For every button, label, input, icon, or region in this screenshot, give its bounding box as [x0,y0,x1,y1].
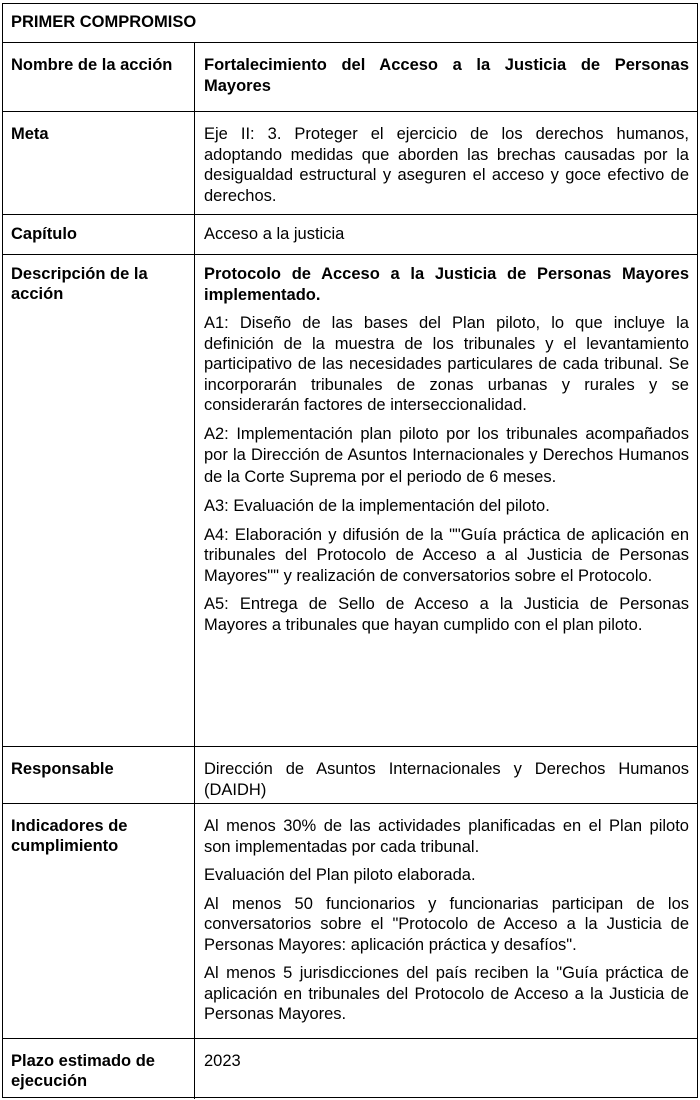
table-header: PRIMER COMPROMISO [11,13,197,31]
indicador-item: Al menos 50 funcionarios y funcionarias participan de los conversatorios sobre el "Protocolo de Acceso a la Justicia de Personas Mayores: aplicación práctica y desafíos". [204,894,689,954]
row-plazo [3,1038,697,1099]
descripcion-item-a1: A1: Diseño de las bases del Plan piloto, lo que incluye la definición de la muestra de los tribunales y el levantamiento participativo de las necesidades particulares de cada tribunal. Se incorporarán tribunales de zonas urbanas y rurales y se considerarán factores de interseccionalidad. [204,314,689,414]
nombre-value: Fortalecimiento del Acceso a la Justicia de Personas Mayores [204,56,689,95]
capitulo-value: Acceso a la justicia [204,225,345,243]
descripcion-title: Protocolo de Acceso a la Justicia de Personas Mayores implementado. [204,265,689,304]
row-responsable [3,746,697,803]
indicadores-label: Indicadores de cumplimiento [3,804,195,1038]
meta-value: Eje II: 3. Proteger el ejercicio de los derechos humanos, adoptando medidas que aborden las brechas causadas por la desigualdad estructural y aseguren el acceso y goce efectivo de derechos. [204,125,689,205]
nombre-label: Nombre de la acción [3,43,195,111]
row-capitulo [3,214,697,254]
responsable-value: Dirección de Asuntos Internacionales y Derechos Humanos (DAIDH) [204,760,689,799]
indicador-item: Al menos 5 jurisdicciones del país reciben la "Guía práctica de aplicación en tribunales del Protocolo de Acceso a la Justicia de Personas Mayores. [204,964,689,1023]
indicador-item: Al menos 30% de las actividades planificadas en el Plan piloto son implementadas por cada tribunal. [204,817,689,856]
row-nombre [3,42,697,111]
row-descripcion [3,254,697,746]
capitulo-label: Capítulo [3,215,195,254]
descripcion-item-a5: A5: Entrega de Sello de Acceso a la Justicia de Personas Mayores a tribunales que hayan cumplido con el plan piloto. [204,595,689,634]
header-row [3,4,697,42]
meta-label: Meta [3,112,195,214]
descripcion-item-a3: A3: Evaluación de la implementación del piloto. [204,497,550,515]
descripcion-label: Descripción de la acción [3,255,195,746]
commitment-table [2,3,698,1098]
descripcion-item-a2: A2: Implementación plan piloto por los tribunales acompañados por la Dirección de Asuntos Internacionales y Derechos Humanos de la Corte Suprema por el periodo de 6 meses. [204,424,689,486]
descripcion-value [195,255,697,746]
row-meta [3,111,697,214]
row-indicadores [3,803,697,1038]
plazo-value: 2023 [204,1052,241,1070]
plazo-label: Plazo estimado de ejecución [3,1039,195,1099]
responsable-label: Responsable [3,747,195,803]
indicador-item: Evaluación del Plan piloto elaborada. [204,866,476,884]
descripcion-item-a4: A4: Elaboración y difusión de la ""Guía práctica de aplicación en tribunales del Protocolo de Acceso a al Justicia de Personas Mayores"" y realización de conversatorios sobre el Protocolo. [204,525,689,585]
indicadores-value [195,804,697,1038]
